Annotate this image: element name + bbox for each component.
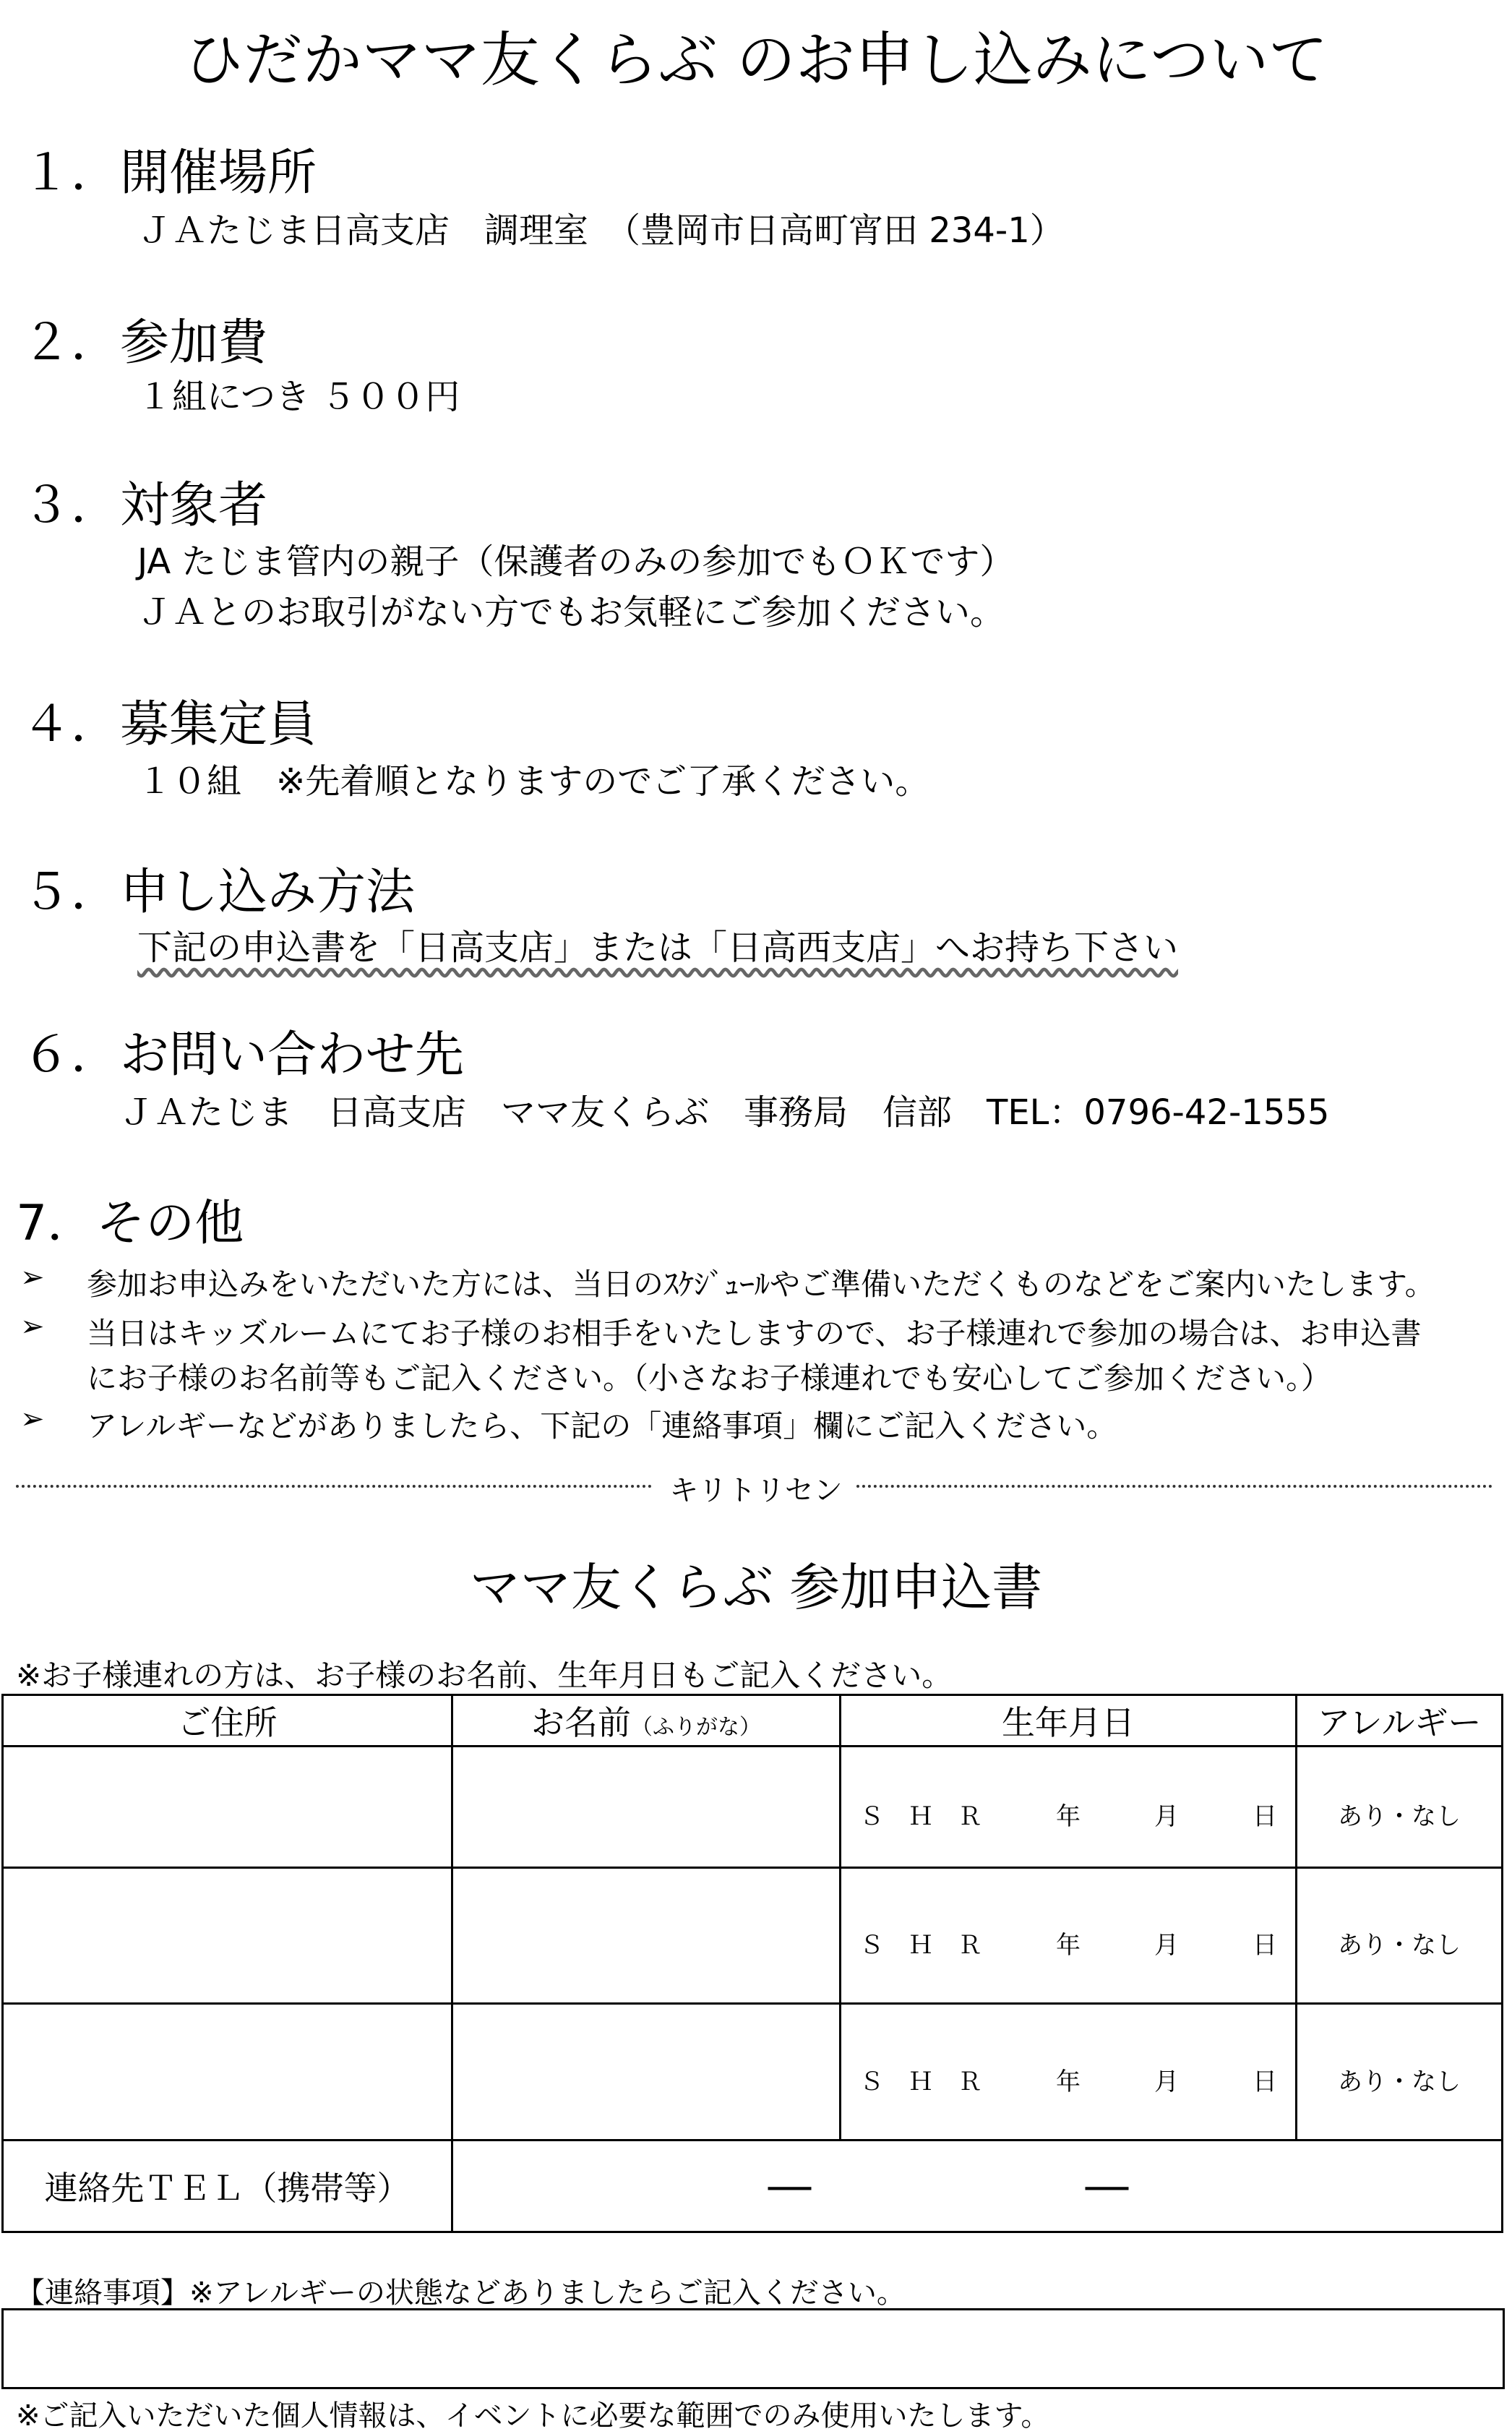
tel-separator: ― (1085, 2161, 1129, 2211)
section-heading-target: ３．対象者 (22, 477, 268, 534)
tel-field[interactable] (452, 2141, 1503, 2232)
capacity-text: １０組 ※先着順となりますのでご了承ください。 (137, 761, 930, 802)
target-text-2: ＪＡとのお取引がない方でもお気軽にご参加ください。 (137, 592, 1005, 633)
section-heading-method: ５．申し込み方法 (22, 864, 416, 921)
contact-notes-field[interactable] (1, 2308, 1505, 2389)
contact-text: ＪＡたじま 日高支店 ママ友くらぶ 事務局 信部 TEL：0796-42-1555 (119, 1092, 1330, 1133)
privacy-note: ※ご記入いただいた個人情報は、イベントに必要な範囲でのみ使用いたします。 (16, 2399, 1050, 2433)
cut-line-label: キリトリセン (0, 1467, 1512, 1509)
contact-notes-label: 【連絡事項】※アレルギーの状態などありましたらご記入ください。 (16, 2276, 906, 2310)
tel-separator: ― (768, 2161, 812, 2211)
name-field[interactable] (452, 1747, 841, 1868)
other-bullet-2-cont: にお子様のお名前等もご記入ください。（小さなお子様連れでも安心してご参加ください。） (87, 1360, 1332, 1396)
application-form-table (1, 1694, 1503, 2233)
form-note: ※お子様連れの方は、お子様のお名前、生年月日もご記入ください。 (16, 1658, 953, 1693)
tel-label: 連絡先ＴＥＬ（携帯等） (3, 2141, 452, 2232)
page-title: ひだかママ友くらぶ のお申し込みについて (184, 26, 1328, 95)
address-field[interactable] (3, 1868, 452, 2004)
fee-text: １組につき ５００円 (137, 377, 460, 417)
cut-line-right (856, 1485, 1492, 1488)
header-name: お名前（ふりがな） (452, 1695, 841, 1747)
section-heading-contact: ６．お問い合わせ先 (22, 1027, 465, 1084)
allergy-field[interactable]: あり・なし (1297, 1868, 1503, 2004)
form-title: ママ友くらぶ 参加申込書 (469, 1558, 1043, 1617)
birth-field[interactable]: Ｓ Ｈ Ｒ 年 月 日 (841, 1747, 1297, 1868)
allergy-field[interactable]: あり・なし (1297, 2004, 1503, 2141)
other-bullet-1: 参加お申込みをいただいた方には、当日のｽｹｼﾞｭｰﾙやご準備いただくものなどをご案内いたします。 (87, 1267, 1435, 1302)
name-field[interactable] (452, 1868, 841, 2004)
section-heading-other: 7．その他 (16, 1195, 244, 1252)
name-field[interactable] (452, 2004, 841, 2141)
address-field[interactable] (3, 2004, 452, 2141)
venue-text: ＪＡたじま日高支店 調理室 （豊岡市日高町宵田 234-1） (137, 210, 1065, 251)
birth-field[interactable]: Ｓ Ｈ Ｒ 年 月 日 (841, 1868, 1297, 2004)
birth-field[interactable]: Ｓ Ｈ Ｒ 年 月 日 (841, 2004, 1297, 2141)
section-heading-fee: ２．参加費 (22, 314, 268, 372)
address-field[interactable] (3, 1747, 452, 1868)
arrow-bullet-icon: ➢ (20, 1261, 45, 1294)
other-bullet-2: 当日はキッズルームにてお子様のお相手をいたしますので、お子様連れで参加の場合は、お申込書 (87, 1316, 1422, 1351)
header-birth: 生年月日 (841, 1695, 1297, 1747)
other-bullet-3: アレルギーなどがありましたら、下記の「連絡事項」欄にご記入ください。 (87, 1408, 1117, 1444)
method-text: 下記の申込書を「日高支店」または「日高西支店」へお持ち下さい (137, 927, 1179, 968)
allergy-field[interactable]: あり・なし (1297, 1747, 1503, 1868)
section-heading-capacity: ４．募集定員 (22, 696, 317, 753)
section-heading-venue: １．開催場所 (22, 145, 317, 202)
arrow-bullet-icon: ➢ (20, 1310, 45, 1343)
header-allergy: アレルギー (1297, 1695, 1503, 1747)
arrow-bullet-icon: ➢ (20, 1402, 45, 1436)
header-address: ご住所 (3, 1695, 452, 1747)
target-text-1: JA たじま管内の親子（保護者のみの参加でもＯＫです） (137, 541, 1015, 582)
